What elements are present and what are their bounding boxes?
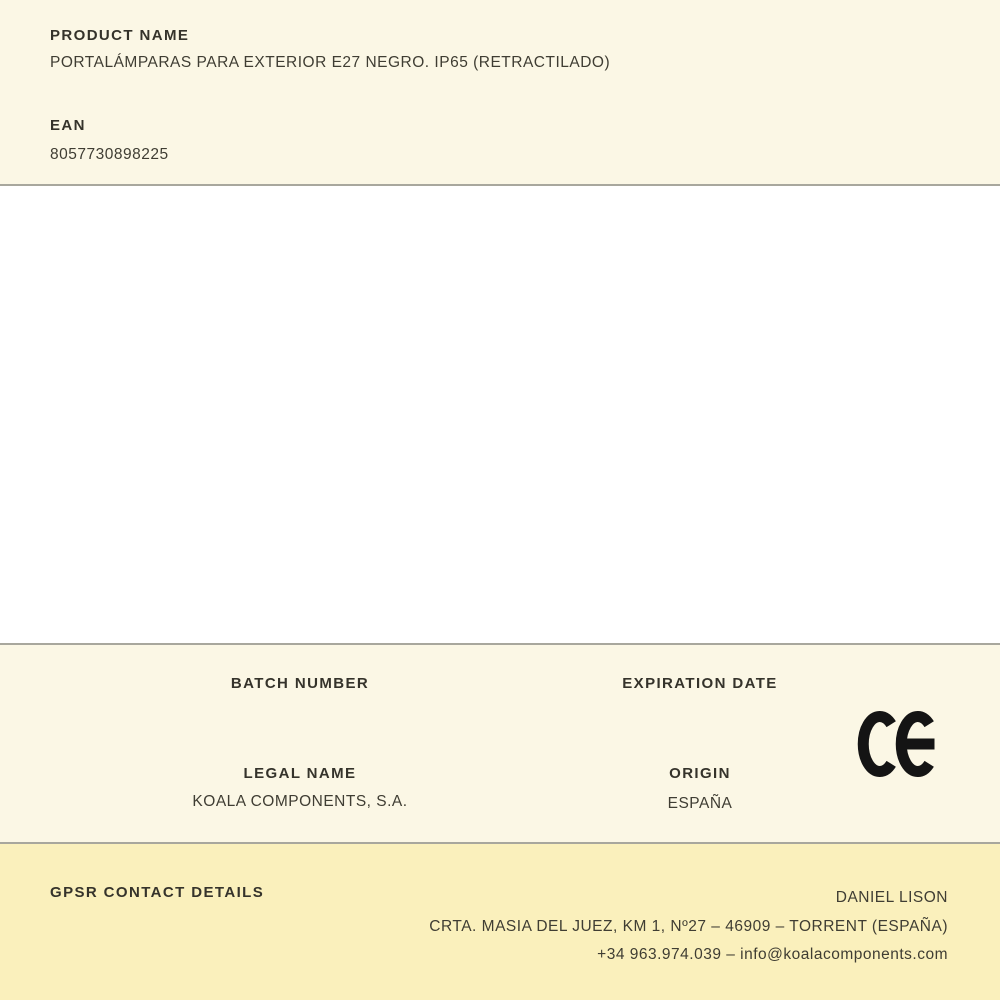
contact-name: DANIEL LISON [835,889,948,906]
origin-label-text: ORIGIN [669,765,731,782]
contact-address: CRTA. MASIA DEL JUEZ, KM 1, Nº27 – 46909 – TORRENT (ESPAÑA) [429,917,948,935]
divider-middle [0,643,1000,645]
legal-name-value [100,793,500,811]
batch-number-label [100,675,500,693]
expiration-date-label-text: EXPIRATION DATE [622,675,778,692]
gpsr-contact-block [429,884,948,970]
divider-top [0,184,1000,186]
divider-bottom [0,842,1000,844]
legal-name-label [100,765,500,783]
ean-label: EAN [50,117,86,134]
origin-value [500,795,900,813]
ce-mark-icon [857,711,943,777]
expiration-date-label [500,675,900,693]
product-name-value: PORTALÁMPARAS PARA EXTERIOR E27 NEGRO. IP65 (RETRACTILADO) [50,54,611,71]
middle-empty-section [0,186,1000,644]
ean-value: 8057730898225 [50,146,169,163]
info-section-background [0,644,1000,843]
origin-label [500,765,900,783]
product-name-label: PRODUCT NAME [50,27,190,44]
legal-name-value-text: KOALA COMPONENTS, S.A. [192,793,408,810]
contact-phone-email: +34 963.974.039 – info@koalacomponents.com [597,946,948,963]
gpsr-contact-details-label: GPSR CONTACT DETAILS [50,884,265,901]
legal-name-label-text: LEGAL NAME [243,765,357,782]
origin-value-text: ESPAÑA [667,795,733,812]
batch-number-label-text: BATCH NUMBER [230,675,370,692]
